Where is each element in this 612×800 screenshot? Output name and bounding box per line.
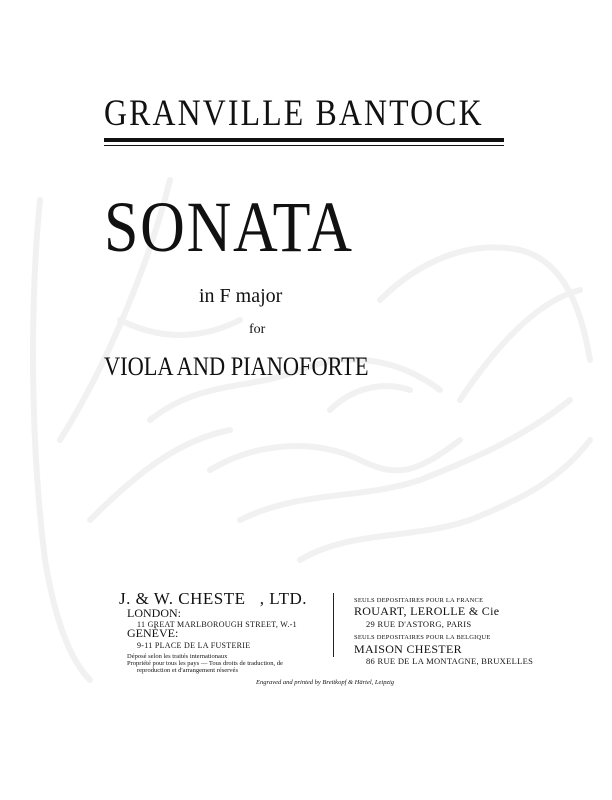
publisher-name: J. & W. CHESTE , LTD.	[119, 589, 307, 608]
instrumentation: VIOLA AND PIANOFORTE	[104, 352, 369, 381]
belgique-depositary-label: SEULS DEPOSITAIRES POUR LA BELGIQUE	[354, 634, 491, 641]
geneve-address: 9-11 PLACE DE LA FUSTERIE	[137, 641, 251, 650]
work-title: SONATA	[104, 187, 354, 267]
publisher-divider	[333, 593, 334, 657]
belgique-depositary-name: MAISON CHESTER	[354, 642, 462, 656]
title-rule-thin	[104, 145, 504, 146]
composer-name: GRANVILLE BANTOCK	[104, 93, 484, 134]
france-depositary-name: ROUART, LEROLLE & Cie	[354, 604, 500, 618]
london-label: LONDON:	[127, 606, 181, 620]
depose-notice: Déposé selon les traités internationaux	[127, 653, 228, 660]
work-key: in F major	[199, 285, 283, 307]
france-depositary-address: 29 RUE D'ASTORG, PARIS	[366, 619, 472, 629]
engraver-credit: Engraved and printed by Breitkopf & Härtel, Leipzig	[256, 679, 395, 686]
for-label: for	[249, 322, 266, 337]
france-depositary-label: SEULS DEPOSITAIRES POUR LA FRANCE	[354, 597, 484, 604]
reproduction-notice: reproduction et d'arrangement réservés	[137, 667, 238, 674]
propriete-notice: Propriété pour tous les pays — Tous droits de traduction, de	[127, 660, 283, 667]
london-address: 11 GREAT MARLBOROUGH STREET, W.-1	[137, 620, 297, 629]
geneve-label: GENÈVE:	[127, 626, 179, 640]
belgique-depositary-address: 86 RUE DE LA MONTAGNE, BRUXELLES	[366, 656, 534, 666]
title-rule-thick	[104, 138, 504, 142]
